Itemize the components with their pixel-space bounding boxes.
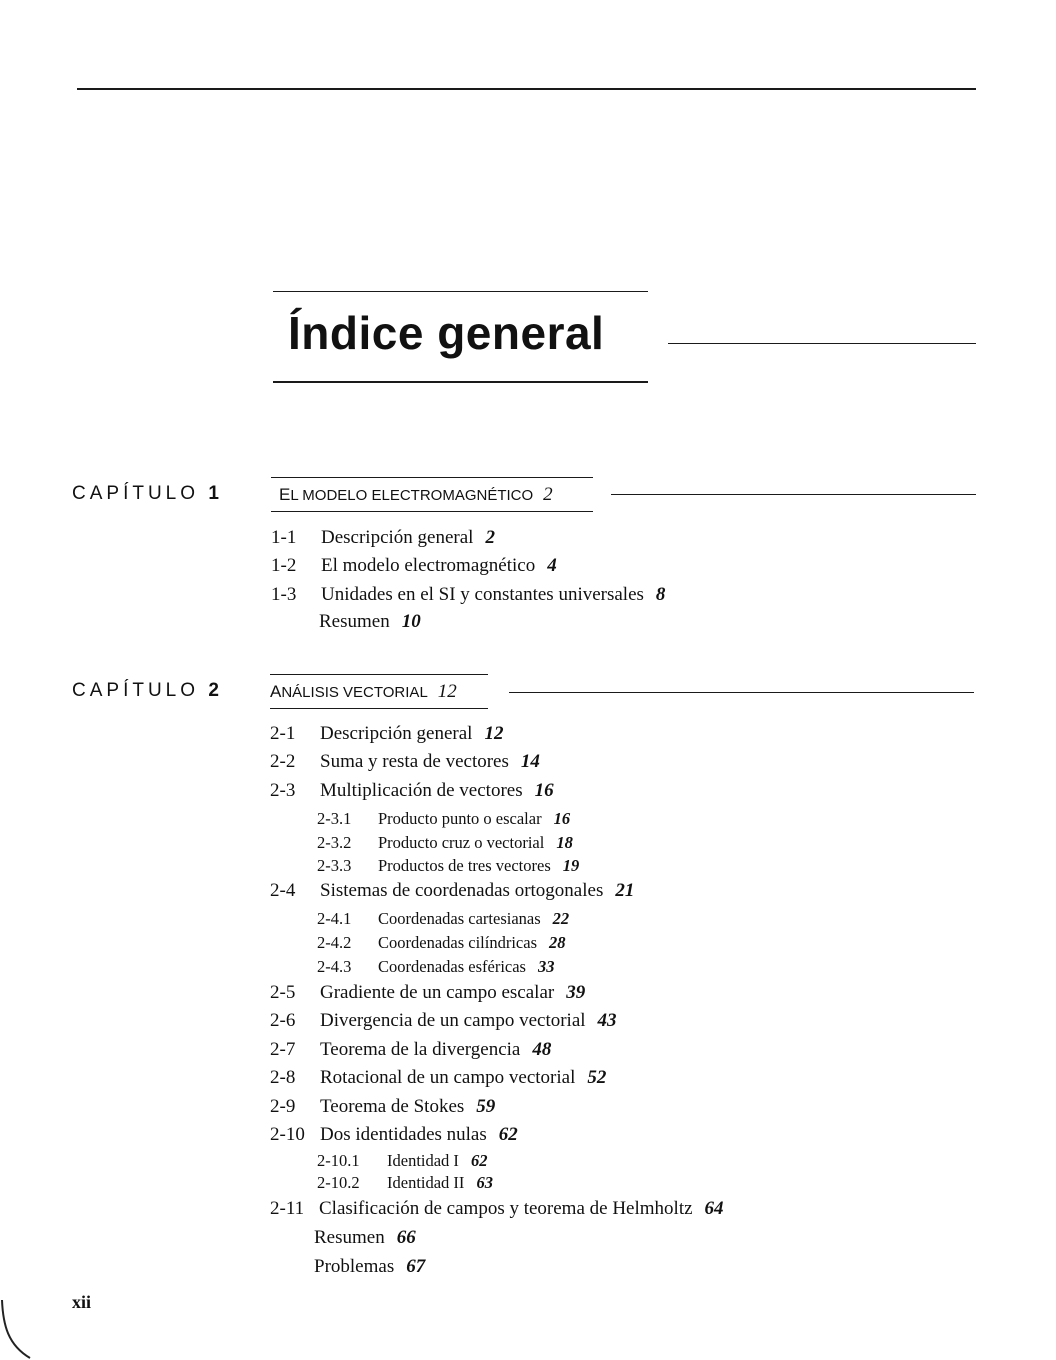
chapter-2-number: 2 [208,680,219,701]
chapter-1-rule-top [271,477,593,478]
toc-entry-2-10-2[interactable] [317,1173,493,1193]
section-title: Resumen [319,611,390,632]
section-title: Teorema de la divergencia [320,1039,521,1060]
section-number: 2-10.1 [317,1151,360,1170]
section-number: 2-3 [270,780,296,801]
scan-edge-mark [0,1300,40,1360]
section-title: Descripción general [321,527,474,548]
toc-entry-2-7[interactable] [270,1039,551,1061]
chapter-2-label [72,680,219,702]
chapter-2-title-text: NÁLISIS VECTORIAL [281,684,428,701]
toc-entry-1-3[interactable] [271,584,665,606]
section-title: Dos identidades nulas [320,1124,487,1145]
title-rule-top [273,291,648,292]
section-page: 66 [396,1227,416,1248]
section-title: Identidad I [387,1151,459,1170]
chapter-2-rule-side [509,692,974,693]
toc-entry-2-3-1[interactable] [317,809,570,829]
section-number: 2-8 [270,1067,296,1088]
chapter-2-label-text: CAPÍTULO [72,680,200,701]
chapter-1-title[interactable] [279,484,553,506]
chapter-1-page: 2 [543,484,553,505]
toc-entry-2-4[interactable] [270,880,634,902]
toc-entry-2-9[interactable] [270,1096,495,1118]
section-number: 2-10 [270,1124,305,1145]
toc-entry-2-5[interactable] [270,982,585,1004]
section-page: 63 [476,1173,493,1192]
toc-entry-2-3-2[interactable] [317,833,573,853]
section-title: Unidades en el SI y constantes universales [321,584,644,605]
toc-entry-2-3-3[interactable] [317,856,579,876]
section-page: 52 [587,1067,607,1088]
section-number: 2-2 [270,751,296,772]
toc-entry-2-10-1[interactable] [317,1151,487,1171]
section-number: 2-3.3 [317,856,352,875]
section-title: Coordenadas esféricas [378,957,526,976]
section-number: 2-4.2 [317,933,352,952]
section-title: Problemas [314,1256,395,1277]
section-page: 16 [553,809,571,828]
chapter-1-label-text: CAPÍTULO [72,483,200,504]
chapter-2-title-initial: A [270,682,282,701]
section-number: 2-5 [270,982,296,1003]
section-number: 2-1 [270,723,296,744]
section-title: Multiplicación de vectores [320,780,523,801]
section-title: Rotacional de un campo vectorial [320,1067,576,1088]
section-title: Coordenadas cilíndricas [378,933,537,952]
section-title: El modelo electromagnético [321,555,536,576]
section-page: 67 [406,1256,426,1277]
section-number: 2-4.1 [317,909,352,928]
toc-entry-2-4-3[interactable] [317,957,554,977]
toc-entry-2-10[interactable] [270,1124,518,1146]
chapter-1-label [72,483,219,505]
section-number: 2-10.2 [317,1173,360,1192]
section-page: 12 [484,723,504,744]
toc-entry-2-4-1[interactable] [317,909,569,929]
page-title: Índice general [288,307,605,359]
section-number: 2-6 [270,1010,296,1031]
section-page: 22 [552,909,570,928]
section-title: Teorema de Stokes [320,1096,465,1117]
title-rule-side [668,343,976,344]
chapter-1-title-initial: E [279,485,291,504]
section-title: Clasificación de campos y teorema de Helmholtz [319,1198,693,1219]
section-page: 10 [401,611,421,632]
section-page: 33 [537,957,555,976]
section-page: 64 [704,1198,724,1219]
section-title: Sistemas de coordenadas ortogonales [320,880,604,901]
section-page: 21 [615,880,635,901]
section-number: 1-2 [271,555,297,576]
chapter-1-title-text: L MODELO ELECTROMAGNÉTICO [290,487,534,504]
section-number: 1-3 [271,584,297,605]
toc-entry-1-summary[interactable] [319,611,421,633]
toc-entry-2-2[interactable] [270,751,540,773]
top-rule [77,88,976,90]
toc-entry-2-3[interactable] [270,780,554,802]
chapter-1-rule-bottom [271,511,593,512]
chapter-2-title[interactable] [270,681,457,703]
chapter-2-rule-top [270,674,488,675]
chapter-2-page: 12 [437,681,457,702]
toc-entry-1-2[interactable] [271,555,557,577]
section-page: 4 [547,555,557,576]
section-page: 62 [498,1124,518,1145]
toc-entry-2-summary[interactable] [314,1227,416,1249]
toc-entry-2-11[interactable] [270,1198,724,1220]
section-number: 2-3.2 [317,833,352,852]
section-number: 2-11 [270,1198,305,1219]
section-page: 59 [476,1096,496,1117]
section-page: 43 [597,1010,617,1031]
chapter-1-number: 1 [208,483,219,504]
toc-entry-2-6[interactable] [270,1010,617,1032]
toc-entry-2-1[interactable] [270,723,503,745]
section-page: 2 [485,527,495,548]
section-title: Divergencia de un campo vectorial [320,1010,586,1031]
toc-entry-2-4-2[interactable] [317,933,566,953]
section-title: Suma y resta de vectores [320,751,509,772]
chapter-2-rule-bottom [270,708,488,709]
section-page: 28 [549,933,566,952]
section-number: 1-1 [271,527,297,548]
section-page: 14 [520,751,540,772]
section-title: Gradiente de un campo escalar [320,982,555,1003]
toc-entry-2-problems[interactable] [314,1256,425,1278]
page-number: xii [72,1292,92,1312]
section-number: 2-4 [270,880,296,901]
toc-entry-1-1[interactable] [271,527,495,549]
section-page: 19 [562,856,580,875]
section-title: Productos de tres vectores [378,856,551,875]
section-title: Identidad II [387,1173,465,1192]
section-title: Descripción general [320,723,473,744]
section-title: Producto cruz o vectorial [378,833,545,852]
section-number: 2-7 [270,1039,296,1060]
section-title: Producto punto o escalar [378,809,542,828]
toc-entry-2-8[interactable] [270,1067,606,1089]
section-number: 2-3.1 [317,809,352,828]
section-title: Coordenadas cartesianas [378,909,541,928]
title-rule-bottom [273,381,648,383]
section-page: 48 [532,1039,552,1060]
section-page: 18 [556,833,573,852]
section-page: 16 [534,780,554,801]
section-page: 62 [470,1151,488,1170]
chapter-1-rule-side [611,494,976,495]
section-title: Resumen [314,1227,385,1248]
section-number: 2-9 [270,1096,296,1117]
section-number: 2-4.3 [317,957,352,976]
section-page: 8 [655,584,666,605]
section-page: 39 [566,982,586,1003]
